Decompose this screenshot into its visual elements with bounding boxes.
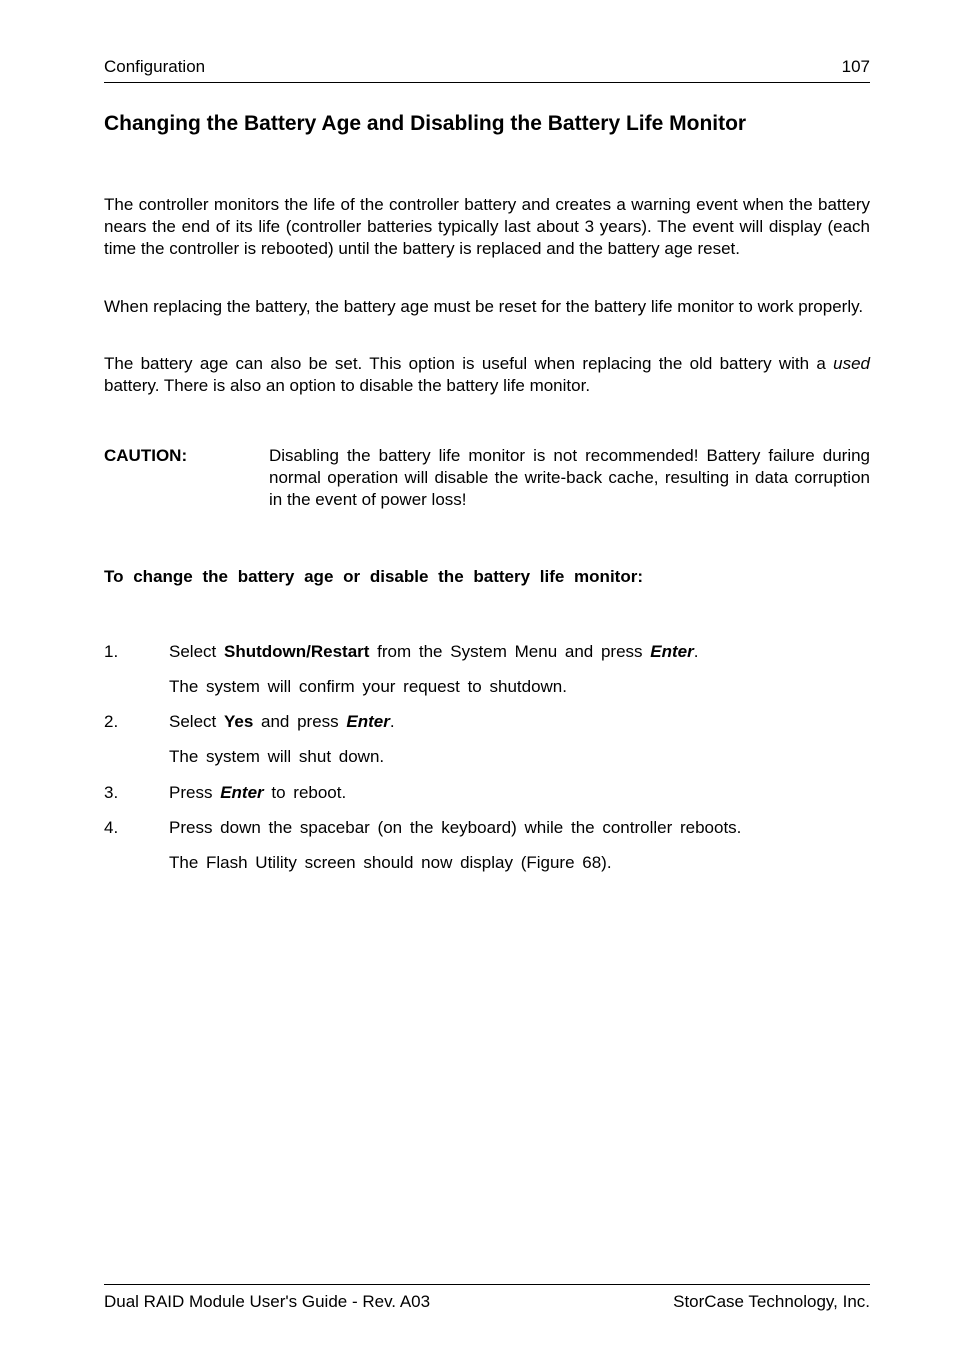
page-title: Changing the Battery Age and Disabling the Battery Life Monitor [104,112,747,135]
set-age-paragraph [104,353,870,397]
step-text [169,641,698,663]
p3-emphasis: used [833,354,870,373]
step-text [169,711,395,733]
page-footer [104,1284,870,1315]
p3-text-a: The battery age can also be set. This option is useful when replacing the old battery with a [104,354,834,373]
step-text: Press down the spacebar (on the keyboard) while the controller reboots. [169,818,742,837]
intro-paragraph: The controller monitors the life of the controller battery and creates a warning event when the battery nears the end of its life (controller batteries typically last about 3 years). The event will display (each time the controller is rebooted) until the battery is replaced and the battery age reset. [104,195,870,258]
step-number: 1. [104,642,119,661]
step-number: 2. [104,712,119,731]
step-number: 3. [104,783,119,802]
step-note: The Flash Utility screen should now display (Figure 68). [169,853,612,872]
step-text-part: . [389,712,395,731]
reset-paragraph: When replacing the battery, the battery age must be reset for the battery life monitor to work properly. [104,297,864,316]
step-text-part: to reboot. [263,783,347,802]
key-name: Enter [220,783,264,802]
key-name: Enter [346,712,390,731]
step-text-part: Press [169,783,221,802]
caution-label: CAUTION: [104,446,188,465]
step-text-part: and press [253,712,347,731]
step-text-part: . [693,642,699,661]
menu-option: Shutdown/Restart [223,642,370,661]
step-text [169,782,346,804]
footer-company: StorCase Technology, Inc. [673,1292,870,1311]
step-note: The system will confirm your request to shutdown. [169,677,567,696]
footer-document-title: Dual RAID Module User's Guide - Rev. A03 [104,1292,431,1311]
page-header [104,56,870,83]
header-page-number: 107 [841,57,870,76]
step-text-part: Select [169,712,224,731]
step-text-part: Select [169,642,224,661]
key-name: Enter [650,642,694,661]
p3-text-b: battery. There is also an option to disable the battery life monitor. [104,376,591,395]
caution-text: Disabling the battery life monitor is not recommended! Battery failure during normal operation will disable the write-back cache, resulting in data corruption in the event of power loss! [269,446,870,509]
step-note: The system will shut down. [169,747,385,766]
header-section: Configuration [104,57,206,76]
procedure-heading: To change the battery age or disable the battery life monitor: [104,567,643,586]
step-number: 4. [104,818,119,837]
menu-option: Yes [223,712,254,731]
step-text-part: from the System Menu and press [369,642,651,661]
